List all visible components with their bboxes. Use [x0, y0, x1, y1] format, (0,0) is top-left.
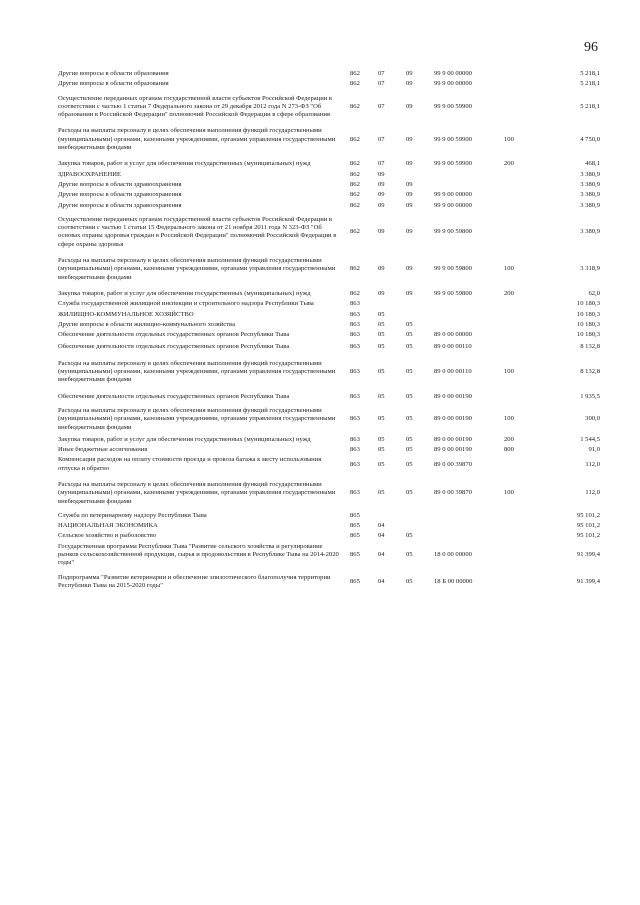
row-ministry-code: 865 — [350, 532, 360, 540]
row-amount: 91,0 — [588, 446, 600, 454]
row-amount: 8 132,8 — [580, 343, 600, 351]
row-amount: 3 380,9 — [580, 228, 600, 236]
row-target-article: 89 0 00 00000 — [434, 331, 472, 339]
row-subsection: 05 — [406, 320, 413, 328]
table-row — [58, 202, 600, 210]
row-target-article: 99 9 00 00000 — [434, 201, 472, 209]
row-target-article: 89 0 00 39870 — [434, 460, 472, 468]
row-target-article: 89 0 00 00190 — [434, 392, 472, 400]
table-row — [58, 80, 600, 88]
row-section: 05 — [378, 310, 385, 318]
row-name: Расходы на выплаты персоналу в целях обеспечения выполнения функций государственными (муниципальными) органами, казенными учреждениями, органами управления государственными внебюджетными фондами — [58, 127, 336, 152]
row-ministry-code: 865 — [350, 511, 360, 519]
row-amount: 112,0 — [585, 489, 600, 497]
row-amount: 300,0 — [585, 415, 600, 423]
row-target-article: 18 Б 00 00000 — [434, 577, 473, 585]
row-name: Обеспечение деятельности отдельных государственных органов Республики Тыва — [58, 392, 290, 400]
row-ministry-code: 865 — [350, 522, 360, 530]
row-expense-type: 100 — [504, 489, 514, 497]
table-row — [58, 160, 600, 168]
table-row — [58, 331, 600, 339]
row-name: Иные бюджетные ассигнования — [58, 446, 148, 454]
row-name: Осуществление переданных органам государственной власти субъектов Российской Федерации в соответствии с частью 1 статьи 7 Федерального закона от 29 декабря 2012 года N 273-ФЗ "Об образовании в Российской Федерации" полномочий Российской Федерации в сфере образования — [58, 94, 333, 119]
row-name: Обеспечение деятельности отдельных государственных органов Республики Тыва — [58, 331, 290, 339]
row-expense-type: 200 — [504, 160, 514, 168]
row-section: 07 — [378, 70, 385, 77]
row-section: 07 — [378, 80, 385, 88]
row-name: Другие вопросы в области здравоохранения — [58, 180, 182, 188]
row-name: Сельское хозяйство и рыболовство — [58, 532, 157, 540]
row-section: 07 — [378, 135, 385, 143]
row-amount: 8 132,8 — [580, 368, 600, 376]
row-section: 09 — [378, 228, 385, 236]
row-amount: 91 399,4 — [576, 551, 600, 559]
row-subsection: 05 — [406, 446, 413, 454]
row-target-article: 89 0 00 39870 — [434, 489, 472, 497]
row-name: Расходы на выплаты персоналу в целях обеспечения выполнения функций государственными (муниципальными) органами, казенными учреждениями, органами управления государственными внебюджетными фондами — [58, 359, 336, 384]
row-section: 09 — [378, 180, 385, 188]
row-name: Другие вопросы в области образования — [58, 70, 169, 77]
row-ministry-code: 863 — [350, 331, 360, 339]
row-expense-type: 200 — [504, 435, 514, 443]
row-ministry-code: 862 — [350, 70, 360, 77]
row-name: Закупка товаров, работ и услуг для обеспечения государственных (муниципальных) нужд — [58, 289, 311, 297]
row-amount: 3 318,9 — [580, 265, 600, 273]
table-row — [58, 512, 600, 520]
row-amount: 10 180,3 — [576, 310, 600, 318]
row-ministry-code: 862 — [350, 170, 360, 178]
row-name: Другие вопросы в области здравоохранения — [58, 201, 182, 209]
row-subsection: 05 — [406, 551, 413, 559]
row-target-article: 99 9 00 59900 — [434, 102, 472, 110]
row-name: Расходы на выплаты персоналу в целях обеспечения выполнения функций государственными (муниципальными) органами, казенными учреждениями, органами управления государственными внебюджетными фондами — [58, 480, 336, 505]
row-amount: 10 180,3 — [576, 320, 600, 328]
row-subsection: 05 — [406, 489, 413, 497]
table-row — [58, 70, 600, 78]
row-subsection: 05 — [406, 331, 413, 339]
table-row — [58, 574, 600, 591]
row-target-article: 89 0 00 00190 — [434, 435, 472, 443]
row-ministry-code: 862 — [350, 191, 360, 199]
row-subsection: 05 — [406, 415, 413, 423]
row-target-article: 89 0 00 00110 — [434, 368, 472, 376]
row-name: Государственная программа Республики Тыва "Развитие сельского хозяйства и регулирование рынков сельскохозяйственной продукции, сырья и продовольствия в Республике Тыва на 2014-2020 годы" — [58, 542, 339, 567]
row-subsection: 05 — [406, 460, 413, 468]
table-row — [58, 191, 600, 199]
row-subsection: 09 — [406, 201, 413, 209]
row-amount: 10 180,3 — [576, 331, 600, 339]
row-ministry-code: 862 — [350, 135, 360, 143]
row-amount: 62,0 — [588, 289, 600, 297]
row-section: 05 — [378, 415, 385, 423]
row-ministry-code: 863 — [350, 489, 360, 497]
row-ministry-code: 863 — [350, 446, 360, 454]
row-amount: 1 544,5 — [580, 435, 600, 443]
row-subsection: 09 — [406, 289, 413, 297]
row-subsection: 09 — [406, 180, 413, 188]
table-row — [58, 543, 600, 568]
row-section: 09 — [378, 201, 385, 209]
row-subsection: 05 — [406, 392, 413, 400]
row-amount: 4 750,0 — [580, 135, 600, 143]
row-expense-type: 100 — [504, 368, 514, 376]
row-subsection: 09 — [406, 80, 413, 88]
row-target-article: 18 0 00 00000 — [434, 551, 472, 559]
row-name: Служба государственной жилищной инспекции и строительного надзора Республики Тыва — [58, 300, 314, 308]
row-name: НАЦИОНАЛЬНАЯ ЭКОНОМИКА — [58, 522, 158, 530]
row-target-article: 99 9 00 59800 — [434, 265, 472, 273]
row-amount: 3 380,9 — [580, 191, 600, 199]
table-row — [58, 257, 600, 282]
row-subsection: 05 — [406, 368, 413, 376]
row-section: 05 — [378, 460, 385, 468]
row-target-article: 99 9 00 59900 — [434, 160, 472, 168]
row-section: 05 — [378, 489, 385, 497]
row-name: Другие вопросы в области образования — [58, 80, 169, 88]
row-target-article: 89 0 00 00110 — [434, 343, 472, 351]
row-ministry-code: 863 — [350, 368, 360, 376]
row-expense-type: 100 — [504, 135, 514, 143]
row-expense-type: 100 — [504, 415, 514, 423]
row-subsection: 09 — [406, 228, 413, 236]
row-subsection: 09 — [406, 70, 413, 77]
row-ministry-code: 863 — [350, 460, 360, 468]
row-section: 05 — [378, 331, 385, 339]
row-section: 09 — [378, 289, 385, 297]
row-expense-type: 200 — [504, 289, 514, 297]
row-section: 07 — [378, 160, 385, 168]
row-ministry-code: 863 — [350, 343, 360, 351]
row-section: 09 — [378, 265, 385, 273]
row-name: Закупка товаров, работ и услуг для обеспечения государственных (муниципальных) нужд — [58, 435, 311, 443]
row-name: ЖИЛИЩНО-КОММУНАЛЬНОЕ ХОЗЯЙСТВО — [58, 310, 194, 318]
row-target-article: 99 9 00 00000 — [434, 70, 472, 77]
row-amount: 91 399,4 — [576, 577, 600, 585]
row-target-article: 99 9 00 00000 — [434, 191, 472, 199]
table-row — [58, 216, 600, 249]
row-ministry-code: 862 — [350, 160, 360, 168]
row-section: 05 — [378, 320, 385, 328]
row-subsection: 05 — [406, 343, 413, 351]
row-section: 07 — [378, 102, 385, 110]
row-section: 05 — [378, 392, 385, 400]
row-target-article: 99 9 00 59900 — [434, 135, 472, 143]
row-amount: 5 218,1 — [580, 80, 600, 88]
row-section: 04 — [378, 551, 385, 559]
budget-table — [58, 70, 600, 590]
table-row — [58, 436, 600, 444]
table-row — [58, 181, 600, 189]
row-amount: 468,1 — [585, 160, 600, 168]
table-row — [58, 481, 600, 506]
table-row — [58, 393, 600, 401]
row-amount: 3 380,9 — [580, 201, 600, 209]
row-name: Другие вопросы в области здравоохранения — [58, 191, 182, 199]
row-section: 09 — [378, 170, 385, 178]
table-row — [58, 300, 600, 308]
table-row — [58, 360, 600, 385]
row-subsection: 09 — [406, 160, 413, 168]
table-row — [58, 311, 600, 319]
row-ministry-code: 862 — [350, 201, 360, 209]
row-section: 05 — [378, 435, 385, 443]
table-row — [58, 522, 600, 530]
row-target-article: 89 0 00 00190 — [434, 446, 472, 454]
row-name: Служба по ветеринарному надзору Республики Тыва — [58, 511, 207, 519]
row-amount: 95 101,2 — [576, 511, 600, 519]
row-target-article: 99 9 00 00000 — [434, 80, 472, 88]
row-subsection: 09 — [406, 191, 413, 199]
row-subsection: 05 — [406, 577, 413, 585]
row-subsection: 09 — [406, 265, 413, 273]
row-subsection: 09 — [406, 135, 413, 143]
table-row — [58, 95, 600, 120]
row-section: 09 — [378, 191, 385, 199]
row-ministry-code: 862 — [350, 265, 360, 273]
row-subsection: 09 — [406, 102, 413, 110]
row-ministry-code: 862 — [350, 180, 360, 188]
row-amount: 112,0 — [585, 460, 600, 468]
table-row — [58, 446, 600, 454]
row-ministry-code: 863 — [350, 392, 360, 400]
row-name: Компенсация расходов на оплату стоимости проезда и провоза багажа к месту использования отпуска и обратно — [58, 456, 322, 472]
row-name: Расходы на выплаты персоналу в целях обеспечения выполнения функций государственными (муниципальными) органами, казенными учреждениями, органами управления государственными внебюджетными фондами — [58, 406, 336, 431]
row-target-article: 89 0 00 00190 — [434, 415, 472, 423]
table-row — [58, 127, 600, 152]
row-subsection: 05 — [406, 435, 413, 443]
row-section: 04 — [378, 577, 385, 585]
table-row — [58, 171, 600, 179]
row-ministry-code: 862 — [350, 289, 360, 297]
row-name: Закупка товаров, работ и услуг для обеспечения государственных (муниципальных) нужд — [58, 160, 311, 168]
row-section: 05 — [378, 343, 385, 351]
row-name: Осуществление переданных органам государственной власти субъектов Российской Федерации в соответствии с частью 1 статьи 15 Федерального закона от 21 ноября 2011 года N 323-ФЗ "Об основах охраны здоровья граждан в Российской Федерации" полномочий Российской Федерации в сфере охраны здоровья — [58, 215, 337, 248]
row-expense-type: 800 — [504, 446, 514, 454]
row-amount: 1 935,5 — [580, 392, 600, 400]
row-ministry-code: 865 — [350, 551, 360, 559]
row-name: Расходы на выплаты персоналу в целях обеспечения выполнения функций государственными (муниципальными) органами, казенными учреждениями, органами управления государственными внебюджетными фондами — [58, 257, 336, 281]
row-section: 04 — [378, 522, 385, 530]
row-amount: 5 218,1 — [580, 70, 600, 77]
row-amount: 3 380,9 — [580, 170, 600, 178]
row-name: Обеспечение деятельности отдельных государственных органов Республики Тыва — [58, 343, 290, 351]
row-ministry-code: 863 — [350, 415, 360, 423]
table-row — [58, 290, 600, 298]
row-ministry-code: 863 — [350, 300, 360, 308]
row-name: Подпрограмма "Развитие ветеринарии и обеспечение эпизоотического благополучия территории Республики Тыва на 2015-2020 годы" — [58, 573, 331, 589]
row-section: 04 — [378, 532, 385, 540]
row-amount: 3 380,9 — [580, 180, 600, 188]
table-row — [58, 321, 600, 329]
row-ministry-code: 863 — [350, 435, 360, 443]
row-expense-type: 100 — [504, 265, 514, 273]
row-amount: 10 180,3 — [576, 300, 600, 308]
row-amount: 95 101,2 — [576, 522, 600, 530]
row-ministry-code: 863 — [350, 320, 360, 328]
table-row — [58, 456, 600, 473]
table-row — [58, 407, 600, 432]
row-ministry-code: 862 — [350, 80, 360, 88]
row-name: ЗДРАВООХРАНЕНИЕ — [58, 170, 122, 178]
row-amount: 95 101,2 — [576, 532, 600, 540]
row-subsection: 05 — [406, 532, 413, 540]
row-ministry-code: 862 — [350, 228, 360, 236]
table-row — [58, 532, 600, 540]
row-name: Другие вопросы в области жилищно-коммунального хозяйства — [58, 320, 235, 328]
row-section: 05 — [378, 368, 385, 376]
page-number: 96 — [584, 40, 598, 55]
row-ministry-code: 863 — [350, 310, 360, 318]
table-row — [58, 343, 600, 351]
row-section: 05 — [378, 446, 385, 454]
row-target-article: 99 9 00 59800 — [434, 289, 472, 297]
row-ministry-code: 862 — [350, 102, 360, 110]
row-target-article: 99 9 00 59800 — [434, 228, 472, 236]
row-amount: 5 218,1 — [580, 102, 600, 110]
row-ministry-code: 865 — [350, 577, 360, 585]
